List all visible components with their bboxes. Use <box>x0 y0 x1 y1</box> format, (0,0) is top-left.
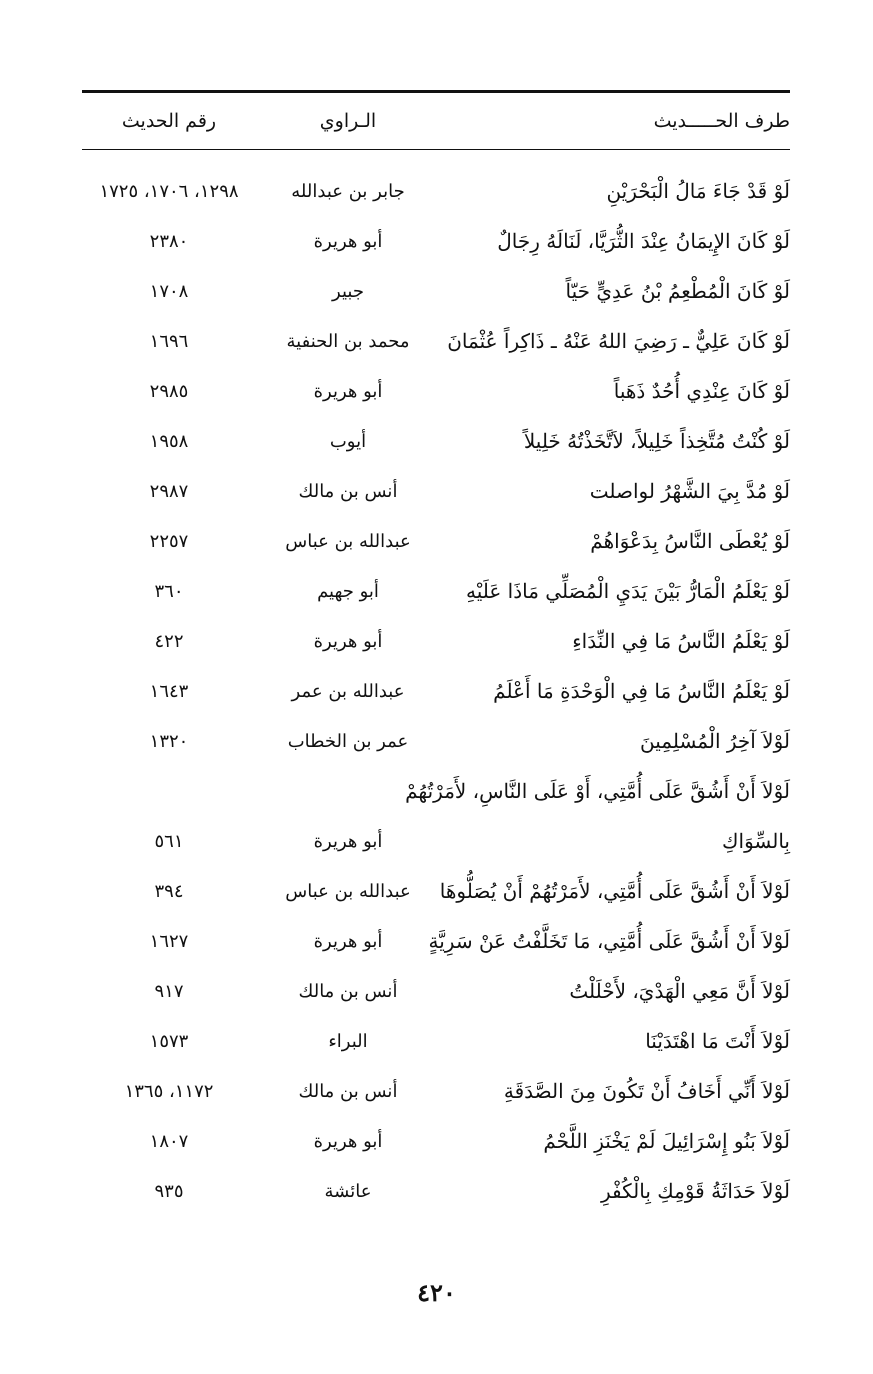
table-row <box>82 666 790 716</box>
hadith-text: بِالسِّوَاكِ <box>722 829 790 853</box>
narrator: أبو هريرة <box>313 630 383 652</box>
hadith-text: لَوْلاَ آخِرُ الْمُسْلِمِينَ <box>640 729 790 753</box>
hadith-text: لَوْ كَانَ الْمُطْعِمُ بْنُ عَدِيٍّ حَيّاً <box>565 279 790 303</box>
table-row <box>82 366 790 416</box>
narrator: جابر بن عبدالله <box>291 180 405 202</box>
hadith-text: لَوْ يُعْطَى النَّاسُ بِدَعْوَاهُمْ <box>590 529 790 553</box>
table-row <box>82 566 790 616</box>
hadith-number: ١٦٤٣ <box>149 680 189 702</box>
table-row <box>82 216 790 266</box>
hadith-text: لَوْ يَعْلَمُ الْمَارُّ بَيْنَ يَدَيِ الْمُصَلِّي مَاذَا عَلَيْهِ <box>465 579 790 603</box>
hadith-number: ٢٩٨٧ <box>149 480 189 502</box>
hadith-number: ٢٢٥٧ <box>149 530 189 552</box>
hadith-text: لَوْ كَانَ عِنْدِي أُحُدٌ ذَهَباً <box>613 379 790 403</box>
hadith-text: لَوْلاَ أَنْ أَشُقَّ عَلَى أُمَّتِي، مَا تَخَلَّفْتُ عَنْ سَرِيَّةٍ <box>428 929 790 953</box>
narrator: عائشة <box>324 1180 372 1202</box>
hadith-number: ٢٣٨٠ <box>149 230 189 252</box>
hadith-number: ٩٣٥ <box>154 1180 184 1202</box>
hadith-text: لَوْلاَ أَنْ أَشُقَّ عَلَى أُمَّتِي، لأَمَرْتُهُمْ أَنْ يُصَلُّوهَا <box>439 879 790 903</box>
narrator: أنس بن مالك <box>298 980 398 1002</box>
table-row <box>82 1116 790 1166</box>
hadith-number: ١١٧٢، ١٣٦٥ <box>124 1080 214 1102</box>
table-row <box>82 1016 790 1066</box>
hadith-text: لَوْلاَ بَنُو إِسْرَائِيلَ لَمْ يَخْنَزِ اللَّحْمُ <box>543 1129 790 1153</box>
table-body <box>82 150 790 1216</box>
hadith-text: لَوْ يَعْلَمُ النَّاسُ مَا فِي النِّدَاءِ <box>572 629 790 653</box>
table-row <box>82 416 790 466</box>
hadith-number: ١٣٢٠ <box>149 730 189 752</box>
hadith-number: ٢٩٨٥ <box>149 380 189 402</box>
table-row <box>82 916 790 966</box>
table-row <box>82 966 790 1016</box>
narrator: عبدالله بن عباس <box>285 880 411 902</box>
narrator: محمد بن الحنفية <box>286 330 410 352</box>
hadith-text: لَوْلاَ حَدَاثَةُ قَوْمِكِ بِالْكُفْرِ <box>600 1179 790 1203</box>
narrator: أبو هريرة <box>313 380 383 402</box>
hadith-text: لَوْ مُدَّ بِيَ الشَّهْرُ لواصلت <box>589 479 790 503</box>
hadith-text: لَوْلاَ أَنِّي أَخَافُ أَنْ تَكُونَ مِنَ الصَّدَقَةِ <box>503 1079 790 1103</box>
table-row <box>82 766 790 816</box>
hadith-text: لَوْ كُنْتُ مُتَّخِذاً خَلِيلاً، لاَتَّخَذْتُهُ خَلِيلاً <box>523 429 790 453</box>
narrator: أبو جهيم <box>317 580 379 602</box>
table-row <box>82 1066 790 1116</box>
hadith-number: ٩١٧ <box>154 980 184 1002</box>
hadith-number: ١٢٩٨، ١٧٠٦، ١٧٢٥ <box>99 180 239 202</box>
narrator: عبدالله بن عباس <box>285 530 411 552</box>
table-row <box>82 166 790 216</box>
header-narrator: الـراوي <box>319 110 377 132</box>
table-row <box>82 716 790 766</box>
table-row <box>82 616 790 666</box>
hadith-text: لَوْ كَانَ الإِيمَانُ عِنْدَ الثُّرَيَّا، لَنَالَهُ رِجَالٌ <box>497 229 790 253</box>
page-number: ٤٢٠ <box>417 1278 456 1307</box>
hadith-number: ٥٦١ <box>154 830 184 852</box>
table-row <box>82 1166 790 1216</box>
narrator: أبو هريرة <box>313 930 383 952</box>
table-row <box>82 316 790 366</box>
narrator: البراء <box>328 1030 368 1052</box>
hadith-number: ٣٩٤ <box>154 880 184 902</box>
index-table <box>82 90 790 1216</box>
hadith-text: لَوْ يَعْلَمُ النَّاسُ مَا فِي الْوَحْدَةِ مَا أَعْلَمُ <box>493 679 790 703</box>
table-row <box>82 516 790 566</box>
hadith-number: ١٦٩٦ <box>149 330 189 352</box>
narrator: أنس بن مالك <box>298 1080 398 1102</box>
hadith-number: ١٦٢٧ <box>149 930 189 952</box>
narrator: أبو هريرة <box>313 230 383 252</box>
hadith-text: لَوْلاَ أَنَّ مَعِي الْهَدْيَ، لأَحْلَلْتُ <box>569 979 790 1003</box>
narrator: عمر بن الخطاب <box>287 730 409 752</box>
hadith-text: لَوْ كَانَ عَلِيٌّ ـ رَضِيَ اللهُ عَنْهُ ـ ذَاكِراً عُثْمَانَ <box>447 329 790 353</box>
hadith-number: ٤٢٢ <box>154 630 184 652</box>
hadith-number: ١٩٥٨ <box>149 430 189 452</box>
header-hadith-text: طرف الحـــــديث <box>653 110 790 132</box>
hadith-number: ١٨٠٧ <box>149 1130 189 1152</box>
hadith-number: ١٧٠٨ <box>149 280 189 302</box>
header-hadith-number: رقم الحديث <box>121 110 217 132</box>
table-row <box>82 266 790 316</box>
table-row <box>82 466 790 516</box>
hadith-number: ١٥٧٣ <box>149 1030 189 1052</box>
narrator: عبدالله بن عمر <box>291 680 405 702</box>
hadith-text: لَوْلاَ أَنْ أَشُقَّ عَلَى أُمَّتِي، أَوْ عَلَى النَّاسِ، لأَمَرْتُهُمْ <box>405 779 790 803</box>
narrator: أبو هريرة <box>313 830 383 852</box>
narrator: جبير <box>332 280 364 302</box>
narrator: أيوب <box>329 430 367 452</box>
hadith-text: لَوْلاَ أَنْتَ مَا اهْتَدَيْنَا <box>645 1029 790 1053</box>
hadith-number: ٣٦٠ <box>154 580 184 602</box>
hadith-text: لَوْ قَدْ جَاءَ مَالُ الْبَحْرَيْنِ <box>606 179 790 203</box>
table-header <box>82 93 790 149</box>
table-row <box>82 866 790 916</box>
narrator: أبو هريرة <box>313 1130 383 1152</box>
narrator: أنس بن مالك <box>298 480 398 502</box>
table-row <box>82 816 790 866</box>
